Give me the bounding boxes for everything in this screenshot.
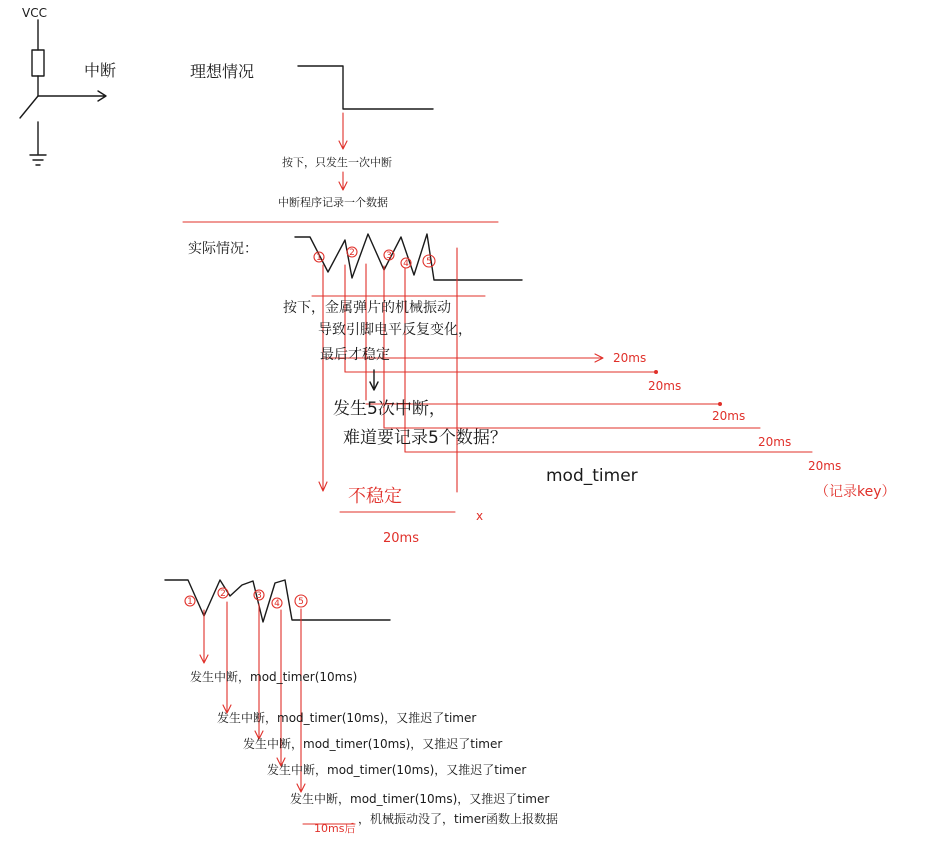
solution-pulse-number-1: 1 [187, 597, 193, 607]
pulse-number-4: 4 [403, 259, 409, 269]
mod-timer-label: mod_timer [546, 466, 638, 486]
ideal-step-1: 按下，只发生一次中断 [282, 156, 392, 169]
record-key-label: （记录key） [815, 484, 896, 500]
ideal-arrow-1 [339, 113, 347, 149]
question-line-1: 发生5次中断， [333, 399, 446, 419]
solution-arrow-2 [223, 602, 231, 713]
solution-pulse-number-5: 5 [298, 597, 304, 607]
pulse-drop-lines [312, 248, 485, 492]
ideal-title: 理想情况 [190, 62, 255, 81]
timer-label-3: 20ms [712, 409, 746, 423]
desc-arrow-icon [370, 370, 378, 390]
solution-pulse-number-3: 3 [256, 591, 262, 601]
ideal-case [190, 62, 433, 209]
solution-line-3: 发生中断，mod_timer(10ms)，又推迟了timer [243, 737, 503, 751]
bounce-desc-line-2: 导致引脚电平反复变化， [318, 322, 472, 338]
actual-title: 实际情况： [188, 241, 258, 257]
actual-case [188, 234, 896, 546]
timer-line-3-end [718, 402, 722, 406]
timer-label-2: 20ms [648, 379, 682, 393]
ideal-waveform [298, 66, 433, 109]
solution-arrow-1 [200, 610, 208, 663]
bouncing-waveform [295, 234, 522, 280]
pulse-number-2: 2 [349, 248, 355, 258]
ideal-step-2: 中断程序记录一个数据 [278, 196, 388, 209]
timer-label-1: 20ms [613, 351, 647, 365]
solution-line-1: 发生中断，mod_timer(10ms) [190, 670, 358, 684]
bounce-desc-line-3: 最后才稳定 [320, 347, 390, 363]
timer-label-4: 20ms [758, 435, 792, 449]
pullup-resistor [32, 50, 44, 76]
ground-icon [30, 155, 46, 165]
question-line-2: 难道要记录5个数据？ [343, 428, 507, 448]
vcc-label: VCC [22, 6, 47, 20]
solution-pulse-number-2: 2 [220, 589, 226, 599]
switch-circuit [20, 6, 116, 165]
x-mark: x [476, 509, 484, 523]
window-label: 20ms [383, 531, 419, 546]
switch-blade [20, 96, 38, 118]
final-result-text: ，机械振动没了，timer函数上报数据 [358, 812, 559, 826]
solution-pulse-number-4: 4 [274, 599, 280, 609]
interrupt-output-label: 中断 [84, 61, 117, 80]
final-delay-label: 10ms后 [314, 822, 356, 835]
pulse-number-5: 5 [426, 257, 432, 267]
output-arrow-icon [38, 91, 106, 101]
solution-line-4: 发生中断，mod_timer(10ms)，又推迟了timer [267, 763, 527, 777]
unstable-label: 不稳定 [348, 486, 402, 507]
bounce-desc-line-1: 按下，金属弹片的机械振动 [283, 300, 451, 316]
solution-line-2: 发生中断，mod_timer(10ms)，又推迟了timer [217, 711, 477, 725]
timer-label-5: 20ms [808, 459, 842, 473]
ideal-arrow-2 [339, 172, 347, 190]
pulse-number-1: 1 [316, 253, 322, 263]
timer-line-2-end [654, 370, 658, 374]
pulse-number-3: 3 [386, 251, 392, 261]
debounce-solution [165, 580, 558, 835]
solution-line-5: 发生中断，mod_timer(10ms)，又推迟了timer [290, 792, 550, 806]
pulse-1-line [319, 265, 327, 491]
